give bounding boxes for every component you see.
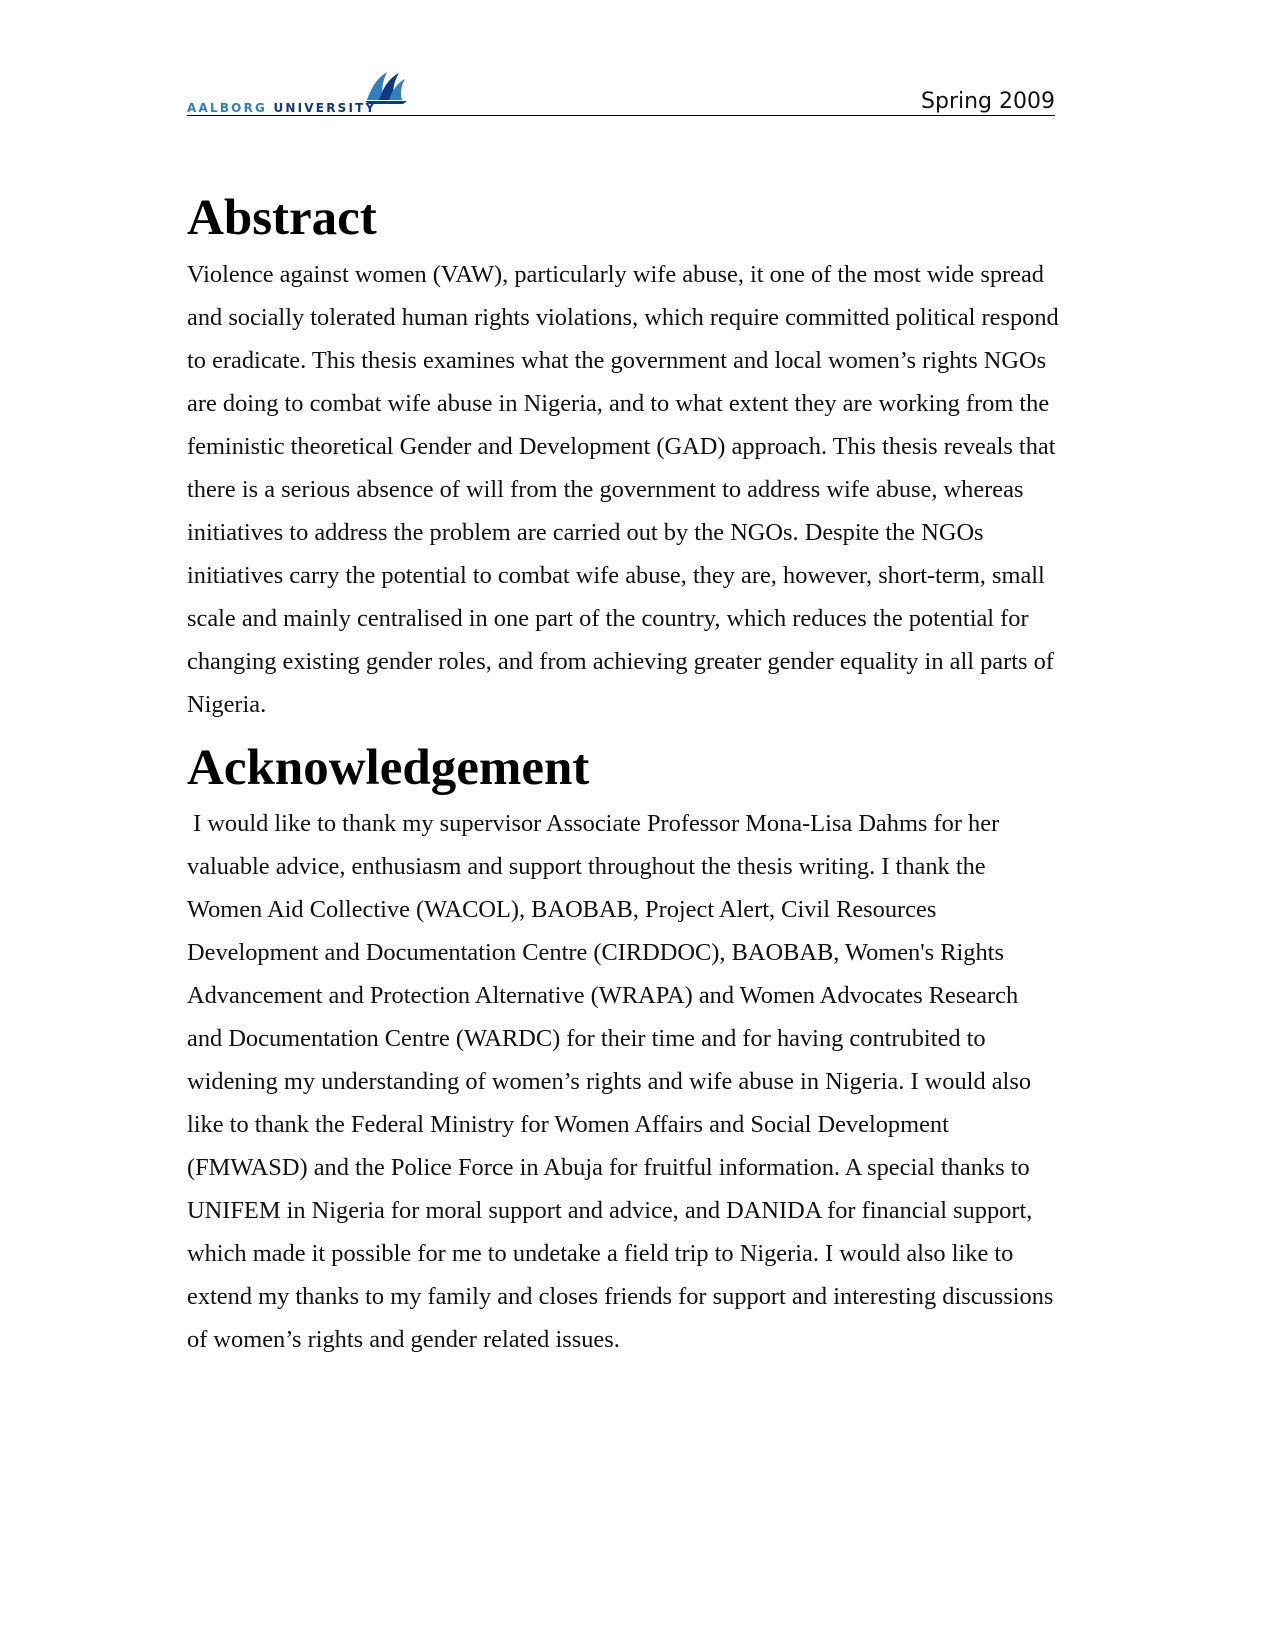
acknowledgement-line: UNIFEM in Nigeria for moral support and advice, and DANIDA for financial support,: [187, 1197, 1033, 1224]
aalborg-university-logo: [187, 70, 417, 116]
abstract-line: there is a serious absence of will from the government to address wife abuse, whereas: [187, 476, 1024, 503]
abstract-line: Violence against women (VAW), particularly wife abuse, it one of the most wide spread: [187, 261, 1044, 288]
abstract-line: initiatives to address the problem are carried out by the NGOs. Despite the NGOs: [187, 519, 984, 546]
abstract-line: changing existing gender roles, and from achieving greater gender equality in all parts of: [187, 648, 1054, 675]
logo-word-university: UNIVERSITY: [273, 101, 377, 115]
abstract-heading: Abstract: [187, 190, 377, 246]
acknowledgement-line: Advancement and Protection Alternative (WRAPA) and Women Advocates Research: [187, 982, 1019, 1009]
abstract-line: scale and mainly centralised in one part of the country, which reduces the potential for: [187, 605, 1029, 632]
page-content: [187, 188, 1087, 1361]
abstract-line: to eradicate. This thesis examines what the government and local women’s rights NGOs: [187, 347, 1047, 374]
abstract-line: are doing to combat wife abuse in Nigeria, and to what extent they are working from the: [187, 390, 1050, 417]
acknowledgement-line: extend my thanks to my family and closes friends for support and interesting discussions: [187, 1283, 1054, 1310]
logo-word-aalborg: AALBORG: [187, 101, 268, 115]
acknowledgement-paragraph: [187, 802, 1087, 1361]
abstract-line: and socially tolerated human rights violations, which require committed political respond: [187, 304, 1059, 331]
logo-wordmark: [187, 102, 376, 114]
acknowledgement-line: (FMWASD) and the Police Force in Abuja for fruitful information. A special thanks to: [187, 1154, 1030, 1181]
acknowledgement-line: of women’s rights and gender related issues.: [187, 1326, 620, 1353]
acknowledgement-line: widening my understanding of women’s rights and wife abuse in Nigeria. I would also: [187, 1068, 1032, 1095]
header-term: Spring 2009: [921, 89, 1055, 114]
acknowledgement-heading: Acknowledgement: [187, 740, 590, 796]
acknowledgement-line: valuable advice, enthusiasm and support throughout the thesis writing. I thank the: [187, 853, 986, 880]
acknowledgement-line: Development and Documentation Centre (CIRDDOC), BAOBAB, Women's Rights: [187, 939, 1004, 966]
aalborg-ship-sails-icon: [361, 70, 409, 104]
abstract-line: feministic theoretical Gender and Development (GAD) approach. This thesis reveals that: [187, 433, 1056, 460]
acknowledgement-line: I would like to thank my supervisor Associate Professor Mona-Lisa Dahms for her: [187, 810, 1000, 837]
header-divider: [187, 115, 1055, 116]
acknowledgement-line: like to thank the Federal Ministry for Women Affairs and Social Development: [187, 1111, 949, 1138]
abstract-paragraph: [187, 253, 1087, 726]
abstract-line: Nigeria.: [187, 691, 267, 718]
page-header: [187, 70, 1055, 116]
acknowledgement-line: and Documentation Centre (WARDC) for their time and for having contrubited to: [187, 1025, 986, 1052]
abstract-line: initiatives carry the potential to combat wife abuse, they are, however, short-term, small: [187, 562, 1045, 589]
acknowledgement-line: Women Aid Collective (WACOL), BAOBAB, Project Alert, Civil Resources: [187, 896, 937, 923]
acknowledgement-line: which made it possible for me to undetake a field trip to Nigeria. I would also like to: [187, 1240, 1014, 1267]
